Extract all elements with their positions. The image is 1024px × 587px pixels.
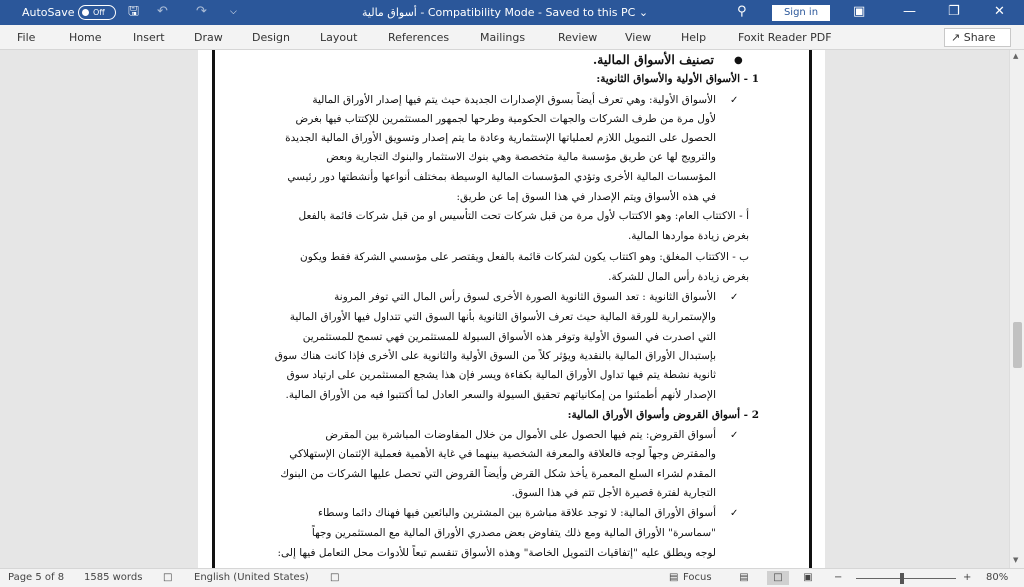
page-border-right [809, 50, 812, 568]
paragraph-line: أ - الاكتتاب العام: وهو الاكتتاب لأول مرة من قبل شركات تحت التأسيس او من قبل شركات قائمة بالفعل [298, 210, 749, 222]
document-title: أسواق مالية - Compatibility Mode - Saved to this PC ⌄ [362, 6, 649, 19]
paragraph-line: والمقترض وجهاً لوجه فالعلاقة والمعرفة الشخصية بينهما في غاية الأهمية فعملية الإئتمان الإستهلاكي [289, 448, 716, 460]
page-border-left [212, 50, 215, 568]
zoom-out-icon[interactable]: − [834, 572, 843, 583]
paragraph-line: بغرض زيادة مواردها المالية. [627, 230, 749, 242]
title-bar [0, 0, 1024, 25]
save-icon[interactable]: 🖫 [128, 4, 140, 19]
checkmark-bullet-icon: ✓ [730, 430, 739, 441]
share-label: Share [963, 31, 996, 44]
tab-review[interactable]: Review [558, 31, 598, 44]
page-indicator[interactable]: Page 5 of 8 [8, 572, 65, 583]
paragraph-line: "سماسرة" الأوراق المالية ومع ذلك يتفاوض بعض مصدري الأوراق المالية مع المستثمرين وجهاً [311, 527, 716, 539]
checkmark-bullet-icon: ✓ [730, 292, 739, 303]
tab-view[interactable]: View [625, 31, 652, 44]
paragraph-line: ثانوية نشطة يتم فيها تداول الأوراق المالية بكفاءة ويسر فإن هذا يشجع المستثمرين على ارتياد سوق [286, 369, 716, 381]
accessibility-icon[interactable]: □ [330, 572, 340, 583]
undo-icon[interactable]: ↶ [157, 4, 168, 19]
paragraph-line: بغرض زيادة رأس المال للشركة. [608, 271, 749, 283]
paragraph-line: الأسواق الثانوية : تعد السوق الثانوية الصورة الأخرى لسوق رأس المال التي توفر المرونة [334, 291, 716, 303]
print-layout-icon[interactable]: □ [767, 571, 789, 585]
paragraph-line: لأول مرة من طرف الشركات والجهات الحكومية وطرحها لجمهور المستثمرين للإكتتاب فيها بغرض [295, 113, 716, 125]
zoom-slider-knob[interactable] [900, 573, 904, 584]
autosave-toggle[interactable]: Off [78, 5, 116, 20]
minimize-icon[interactable]: — [903, 4, 916, 19]
web-layout-icon[interactable]: ▣ [803, 572, 813, 583]
heading-primary-secondary: 1 - الأسواق الأولية والأسواق الثانوية: [596, 73, 759, 85]
restore-icon[interactable]: ❐ [948, 4, 960, 19]
bullet-icon: ● [734, 55, 743, 66]
ribbon-tabs [0, 25, 1024, 50]
tab-mailings[interactable]: Mailings [480, 31, 526, 44]
autosave-label: AutoSave [22, 6, 75, 19]
heading-loans-securities: 2 - أسواق القروض وأسواق الأوراق المالية: [567, 409, 759, 421]
paragraph-line: والإستمرارية للورقة المالية حيث تعرف الأسواق الثانوية بأنها السوق التي تتداول فيها الأوراق المالية [289, 311, 716, 323]
paragraph-line: لوجه ويطلق عليه "إتفاقيات التمويل الخاصة" وهذه الأسواق تنقسم تبعاً للأدوات محل التعامل فيها إلى: [277, 547, 716, 559]
paragraph-line: الإصدار لأنهم أطمئنوا من إمكانياتهم تحقيق السيولة والسعر العادل لما أكتتبوا فيه من الأوراق المالية. [285, 389, 716, 401]
zoom-level[interactable]: 80% [986, 572, 1009, 583]
share-button[interactable] [944, 28, 1011, 47]
focus-mode-button[interactable]: Focus [683, 572, 712, 583]
paragraph-line: المؤسسات المالية الأخرى وتؤدي المؤسسات المالية الوسيطة بمختلف أنواعها وأنشطتها دور رئيسي [287, 171, 716, 183]
vertical-scrollbar[interactable] [1009, 50, 1024, 568]
paragraph-line: التي اصدرت في السوق الأولية وتوفر هذه الأسواق السيولة للمستثمرين فهي تسمح للمستثمرين [302, 331, 716, 343]
paragraph-line: بإستبدال الأوراق المالية بالنقدية ويؤثر كلاً من السوق الأولية والثانوية على الأخرى فإذا كانت هناك سوق [274, 350, 716, 362]
zoom-in-icon[interactable]: + [963, 572, 972, 583]
paragraph-line: المقدم لشراء السلع المعمرة يأخذ شكل القرض وأيضاً القروض التي تحصل عليها الشركات من البنوك [280, 468, 716, 480]
search-icon[interactable]: ⚲ [737, 4, 747, 19]
tab-home[interactable]: Home [69, 31, 102, 44]
paragraph-line: أسواق الأوراق المالية: لا توجد علاقة مباشرة بين المشترين والبائعين فيها فهناك دائما وسطاء [318, 507, 716, 519]
tab-help[interactable]: Help [681, 31, 707, 44]
redo-icon[interactable]: ↷ [196, 4, 207, 19]
customize-toolbar-icon[interactable]: ⌵ [230, 7, 237, 17]
focus-icon[interactable]: ▤ [669, 572, 679, 583]
heading-classification: تصنيف الأسواق المالية. [592, 52, 714, 67]
zoom-slider[interactable] [856, 578, 956, 579]
language-indicator[interactable]: English (United States) [194, 572, 309, 583]
scroll-down-icon[interactable]: ▼ [1013, 556, 1019, 564]
status-bar [0, 568, 1024, 587]
tab-foxit-reader-pdf[interactable]: Foxit Reader PDF [738, 31, 832, 44]
tab-insert[interactable]: Insert [133, 31, 165, 44]
tab-file[interactable]: File [17, 31, 36, 44]
paragraph-line: في هذه الأسواق ويتم الإصدار في هذا السوق إما عن طريق: [456, 191, 716, 203]
tab-layout[interactable]: Layout [320, 31, 358, 44]
paragraph-line: والترويج لها عن طريق مؤسسة مالية متخصصة وهي بنوك الاستثمار والبنوك التجارية وبعض [326, 151, 716, 163]
scroll-up-icon[interactable]: ▲ [1013, 52, 1019, 60]
checkmark-bullet-icon: ✓ [730, 95, 739, 106]
ribbon-display-options-icon[interactable]: ▣ [853, 4, 866, 19]
close-icon[interactable]: ✕ [994, 4, 1005, 19]
scrollbar-thumb[interactable] [1013, 322, 1022, 368]
tab-draw[interactable]: Draw [194, 31, 223, 44]
paragraph-line: ب - الاكتتاب المغلق: وهو اكتتاب يكون لشركات قائمة بالفعل ويقتصر على مؤسسي الشركة فقط ويكون [300, 251, 749, 263]
paragraph-line: التجارية لفترة قصيرة الأجل تتم في هذا السوق. [511, 487, 716, 499]
proofing-icon[interactable]: □ [163, 572, 173, 583]
tab-references[interactable]: References [388, 31, 450, 44]
checkmark-bullet-icon: ✓ [730, 508, 739, 519]
sign-in-button[interactable]: Sign in [772, 5, 830, 21]
paragraph-line: الأسواق الأولية: وهي تعرف أيضاً بسوق الإصدارات الجديدة حيث يتم فيها إصدار الأوراق المالية [312, 94, 716, 106]
share-icon: ↗ [951, 31, 961, 44]
read-mode-icon[interactable]: ▤ [739, 572, 749, 583]
word-count[interactable]: 1585 words [84, 572, 143, 583]
tab-design[interactable]: Design [252, 31, 290, 44]
paragraph-line: الحصول على التمويل اللازم لعملياتها الإستثمارية وعادة ما يتم إصدار وتسويق الأوراق المالية الجديدة [285, 132, 716, 144]
paragraph-line: أسواق القروض: يتم فيها الحصول على الأموال من خلال المفاوضات المباشرة بين المقرض [325, 429, 716, 441]
document-area[interactable] [0, 50, 1009, 568]
